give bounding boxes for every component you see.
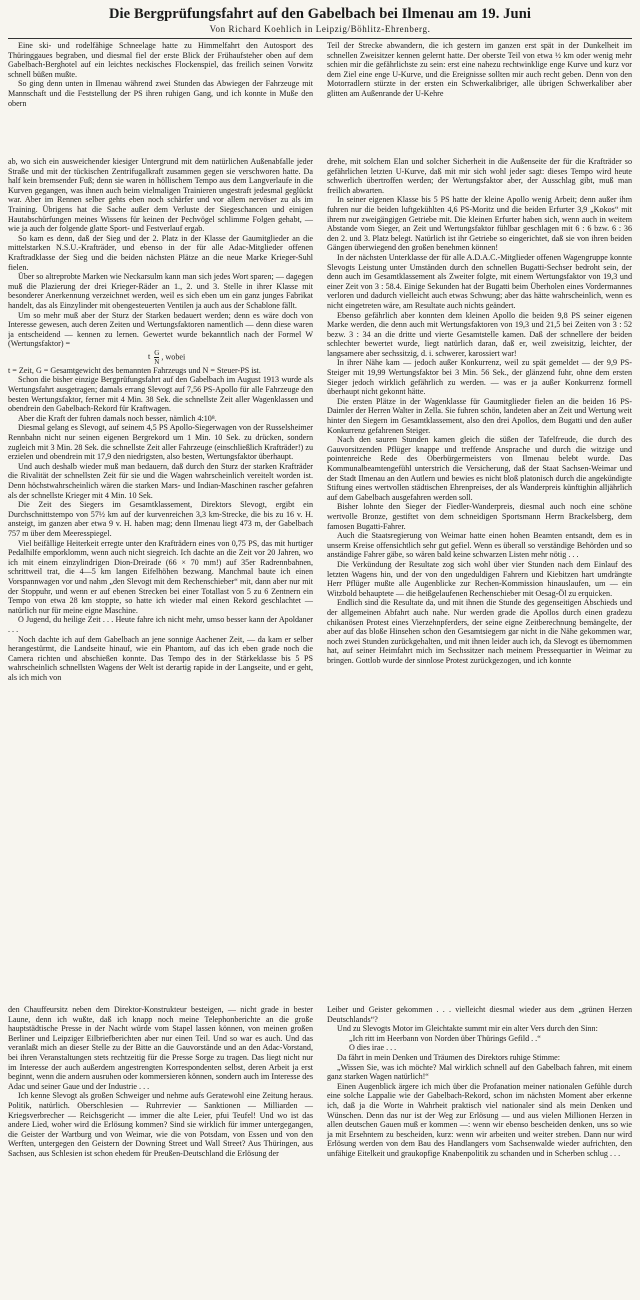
paragraph: Teil der Strecke abwandern, die ich gestern im ganzen erst spät in der Dunkelheit im schnellen Zweisitzer kennen gelernt hatte. Der oberste Teil von etwa ½ km oder wenig mehr schien mir die gefährlichste zu sein: erst eine nahezu rechtwinklige enge Kurve und kurz vor dem Ziel eine enge U-Kurve, und die Ereignisse sollten mir auch recht geben. Denn von den Motorradlern stürzte in der ersten ein Schwerkalibriger, alle übrigen Schwerkaliber aber glitten am Außenrande der U-Kehre (327, 41, 632, 98)
paragraph: Die Zeit des Siegers im Gesamtklassement, Direktors Slevogt, ergibt ein Durchschnittstempo von 57½ km auf der kurvenreichen 3,3 km-Strecke, die bis zu 16 v. H. ansteigt, im ganzen aber etwa 9 v. H. haben mag; denn Ilmenau liegt 473 m, der Gabelbach 757 m über dem Meeresspiegel. (8, 500, 313, 538)
main-section (8, 157, 632, 997)
paragraph: Endlich sind die Resultate da, und mit ihnen die Stunde des gegenseitigen Abschieds und der allgemeinen Abfahrt auch nahe. Nur werden grade die Apollos durch einen gradezu chikanösen Protest eines Vierzehnpferders, der seine eigne Zeitberechnung bemängelte, der aber auf das bloße Hinsehen schon den Gesamtsiegern gar nicht in die Nähe gekommen war, noch zwei Stunden zurückgehalten, und mit ihnen leider auch ich, da Slevogt es übernommen hat, auf seiner Heimfahrt mich im Sechssitzer nach meinem Pressequartier in Weimar zu bringen. Gottlob wurde der sinnlose Protest zurückgezogen, und ich konnte (327, 598, 632, 665)
paragraph: t = Zeit, G = Gesamtgewicht des bemannten Fahrzeugs und N = Steuer-PS ist. (8, 365, 261, 375)
paragraph: Ebenso gefährlich aber konnten dem kleinen Apollo die beiden 9,8 PS seiner eigenen Marke werden, die denn auch mit Wertungsfaktoren von 19,3 und 21,5 bei Zeiten von 3 : 52 bezw. 3 : 34 an die dritte und vierte Gesamtstelle kamen. Daß der schnellere der beiden schlechter bewertet wurde, liegt natürlich daran, daß er, weil zweisitzig, leichter, der langsamere aber sechssitzig, d. i. schwerer, karossiert war! (327, 310, 632, 358)
intro-section (8, 41, 632, 149)
paragraph: In seiner eigenen Klasse bis 5 PS hatte der kleine Apollo wenig Arbeit; denn außer ihm fuhren nur die beiden luftgekühlten 4,6 PS-Moritz und die beiden Erfurter 3,9 „Kokos“ mit ihrem nur zweigängigen Getriebe mit. Die kleinen Erfurter haben sich, wenn auch in weitem Abstande vom Sieger, an Zeit und Wertungsfaktor fühlbar geschlagen mit 6 : 6 bzw. 6 : 36 den 2. und 3. Platz belegt. Natürlich ist ihr Getriebe so eingerichtet, daß sie von ihren beiden Gängen überwiegend den großen benehmen können! (327, 195, 632, 253)
paragraph: Diesmal gelang es Slevogt, auf seinem 4,5 PS Apollo-Siegerwagen von der Russelsheimer Rennbahn nicht nur seinen eigenen Bergrekord um 1 Min. 10 Sek. zu drücken, sondern zugleich mit 3 Min. 28 Sek. die schnellste Zeit aller Fahrzeuge (einschließlich Krafträder!) zu erzielen und obendrein mit 17,9 den niedrigsten, also besten, Wertungsfaktor überhaupt. (8, 423, 313, 462)
paragraph: Einen Augenblick ärgere ich mich über die Profanation meiner nationalen Gefühle durch eine solche Lappalie wie der Gabelbach-Rekord, schon im nächsten Moment aber erkenne ich, daß ja die Worte in Wahrheit praktisch viel nationaler sind als mein Denken und Wünschen. Denn das nur ist der Weg zur Erlösung — und aus vielen Millionen Herzen in allen deutschen Gauen muß er kommen —: wenn wir ebenso bescheiden denken, uns so wie ja mit Ersehntem zu bescheiden, kurz: wenn wir arbeiten und weiter streben. Dann nur wird Erlösung werden von dem Bau des Handlangers vom Sachsenwalde wieder aufrichten, den unfähige Eitelkeit und graukopfige Knabenpolitik zu schanden und in Scherben schlug . . . (327, 1081, 632, 1158)
main-column-left (8, 157, 313, 997)
intro-column-left (8, 41, 313, 149)
paragraph: Noch dachte ich auf dem Gabelbach an jene sonnige Aachener Zeit, — da kam er selber herangestürmt, die Landseite hinauf, wie ein Phantom, auf das ich eben grade noch die Camera richten und abschießen konnte. Das Tempo des in der Stärkeklasse bis 5 PS wahrscheinlich schnellsten Wagens der Welt ist derartig rapide in der Langseite, und er geht, als ich mich von (8, 634, 313, 682)
paragraph: O Jugend, du heilige Zeit . . . Heute fahre ich nicht mehr, umso besser kann der Apoldaner . . . (8, 615, 313, 634)
paragraph: Und auch deshalb wieder muß man bedauern, daß durch den Sturz der starken Krafträder die Rivalität der schnellsten Zeit für sie und die Wagen wahrscheinlich vereitelt worden ist. Denn höchstwahrscheinlich wären die starken Mars- und Indian-Maschinen rascher gefahren als der schnellste Krieger mit 4 Min. 10 Sek. (8, 461, 313, 500)
paragraph: Ich kenne Slevogt als großen Schweiger und nehme aufs Geratewohl eine Zeitung heraus. Politik, natürlich. Oberschlesien — Ruhrrevier — Sanktionen — Milliarden — Kriegsverbrecher — Reichsgericht — immer die alte Leier, pfui Teufel! Und wo ist das andere Lied, woher wird die Erlösung kommen? Sind sie wirklich für immer untergegangen, die Geister der Wartburg und von Weimar, wie die von Potsdam, von Essen und von den Werften, untergegen den Geistern der Downing Street und Wall Street? Aus Thüringen, aus Sachsen, aus Schlesien ist schon ehedem für Preußen-Deutschland die Erlösung der (8, 1091, 313, 1158)
formula-t: t (148, 352, 151, 362)
paragraph: Leiber und Geister gekommen . . . vielleicht diesmal wieder aus dem „grünen Herzen Deutschlands“? (327, 1005, 632, 1024)
paragraph: drehe, mit solchem Elan und solcher Sicherheit in die Außenseite der für die Krafträder so gefährlichen letzten U-Kurve, daß mit mir sich wohl jeder sagt: dieses Tempo wird heute schwerlich übertroffen werden; der Wertungsfaktor aber, der Ausschlag gibt, muß man freilich abwarten. (327, 157, 632, 195)
paragraph: Auch die Staatsregierung von Weimar hatte einen hohen Beamten entsandt, dem es in unserm Kreise offensichtlich sehr gut gefiel. Wenn es überall so verständige Behörden und so anständige Fahrer gäbe, so wären bald keine schwarzen Listen mehr nötig . . . (327, 531, 632, 560)
paragraph: So ging denn unten in Ilmenau während zwei Stunden das Abwiegen der Fahrzeuge mit Mannschaft und die Feststellung der PS ihren ruhigen Gang, und ich konnte in Muße den obern (8, 79, 313, 108)
paragraph: Nach den sauren Stunden kamen gleich die süßen der Tafelfreude, die durch des Gauvorsitzenden Pflüger knappe und treffende Ansprache und durch die witzige und pointenreiche Rede des Oberbürgermeisters von Ilmenau belebt wurde. Das Kommunalbeamtengefühl unterstrich die Versicherung, daß der Staat Sachsen-Weimar und der Stadt Ilmenau an den Autlern und bewies es nicht bloß platonisch durch die angekündigte Stiftung eines wertvollen städtischen Ehrenpreises, der als Wanderpreis künftighin alljährlich auf dem Gabelbach ausgefahren werden soll. (327, 435, 632, 502)
paragraph: „Wissen Sie, was ich möchte? Mal wirklich schnell auf den Gabelbach fahren, mit einem ganz starken Wagen natürlich!“ (327, 1062, 632, 1082)
paragraph: Über so altreprobte Marken wie Neckarsulm kann man sich jedes Wort sparen; — dagegen muß die Plazierung der drei Krieger-Räder an 1., 2. und 3. Stelle in ihrer Klasse mit besonderer Anerkennung verzeichnet werden, weil es sich eben um ein ganz junges Fabrikat handelt, das als Einzylinder mit obengesteuerten Ventilen ja auch aus der Schablone fällt. (8, 272, 313, 310)
formula-suffix: , wobei (161, 352, 186, 362)
formula-numerator: G (154, 348, 160, 357)
bottom-column-left (8, 1005, 313, 1300)
paragraph: Da fährt in mein Denken und Träumen des Direktors ruhige Stimme: (337, 1052, 560, 1062)
paragraph: Bisher lohnte den Sieger der Fiedler-Wanderpreis, diesmal auch noch eine schöne wertvolle Bronze, gestiftet von dem schneidigen Sportsmann Herrn Brackelsberg, dem famosen Bugatti-Fahrer. (327, 502, 632, 531)
intro-column-right (327, 41, 632, 149)
paragraph: den Chauffeursitz neben dem Direktor-Konstrukteur besteigen, — nicht grade in bester Laune, denn ich wußte, daß ich knapp noch meine Telephonberichte an die große hauptstädtische Presse in der Nacht würde vom Stapel lassen können, von meinen großen Berliner und Leipziger Eilbriefberichten aber nur einen Teil. Und so war es auch. Und das veranlaßt mich an dieser Stelle zu der Bitte an die Gauvorstände und an den Adac-Vorstand, bei ihren Veranstaltungen stets rechtzeitig für die Presse Sorge zu tragen. Das liegt nicht nur im Interesse der auch außerdem angestrengten Korrespondenten selbst, deren Arbeit ja erst beginnt, wenn die andern ausruhen oder kommersieren können, sondern auch im Interesse des Adac und seiner Gaue und der Industrie . . . (8, 1005, 313, 1091)
article-byline: Von Richard Koehlich in Leipzig/Böhlitz-Ehrenberg. (209, 24, 431, 34)
bottom-section (8, 1005, 632, 1300)
paragraph: Schon die bisher einzige Bergprüfungsfahrt auf den Gabelbach im August 1913 wurde als Wertungsfahrt ausgetragen; damals errang Slevogt auf 7,56 PS-Apollo für alle Fahrzeuge den besten Wertungsfaktor, ferner mit 4 Min. 38 Sek. die schnellste Zeit aller Wagenklassen und obendrein den Gabelbach-Rekord für Kraftwagen. (8, 375, 313, 414)
paragraph: ab, wo sich ein ausweichender kiesiger Untergrund mit dem natürlichen Außenabfalle jeder Straße und mit der tückischen Zentrifugalkraft zusammen gegen sie verschworen hatte. Da half kein bremsender Fuß; denn sie waren in höllischem Tempo aus dem Langverlaufe in die Kurven gegangen, was ihnen auch beim vielmaligen Trainieren ungestraft jedesmal geglückt war. Aber im Rennen selber gehts eben noch schärfer und vor allem nervöser zu als im Training. Übrigens hat die Sache außer dem Verluste der Siegeschancen und einigen Hautabschürfungen meines Wissens für keinen der Pechvögel schlimme Folgen gehabt, — wie ja auch der folgende glatte Sport- und Festverlauf ergab. (8, 157, 313, 234)
paragraph: Um so mehr muß aber der Sturz der Starken bedauert werden; denn es wäre doch von Interesse gewesen, auch deren Zeiten und Wertungsfaktoren namentlich — denn diese waren ja entscheidend — kennen zu lernen. Gewertet wurde bekanntlich nach der Formel W (Wertungsfaktor) = (8, 310, 313, 349)
wertungsfaktor-formula (8, 349, 313, 366)
paragraph: Viel beifällige Heiterkeit erregte unter den Krafträdern eines von 0,75 PS, das mit hurtiger Pedalhilfe emporklomm, wenn auch nicht siegreich. Ich dachte an die Zeit vor 20 Jahren, wo ich mit einem einzylindrigen Dion-Dreirade (66 × 70 mm!) auf 35er Radrennbahnen, schrittweil trat, die 4—5 km langen Eifelhöhen bezwang. Manchmal baute ich einen Vorspannwagen vor und nahm „den Slevogt mit dem Rechenschieber“ mit, dann aber nur mit der Stoppuhr, und wenn er auf ebenen Strecken bei einer Totallast von 5 zu 6 Zentnern ein Tempo von etwa 28 km stoppte, so hatte ich wieder mal einen Rekord geschlachtet — natürlich nur für meine eigne Maschine. (8, 538, 313, 615)
paragraph: In ihrer Nähe kam — jedoch außer Konkurrenz, weil zu spät gemeldet — der 9,9 PS-Steiger mit 19,99 Wertungsfaktor bei 3 Min. 56 Sek., der glänzend fuhr, ohne dem ersten Sieger jedoch wirklich gefährlich zu werden. — was er ja außer Konkurrenz formell überhaupt nicht gekonnt hätte. (327, 358, 632, 397)
title-rule (8, 38, 632, 39)
paragraph: In der nächsten Unterklasse der für alle A.D.A.C.-Mitglieder offenen Wagengruppe konnte Slevogts Leistung unter Umständen durch den schnellen Bugatti-Sechser bedroht sein, der denn auch im Gesamtklassement als Zweiter folgte, mit einem Wertungsfaktor von 19,3 und einer Zeit von 3 : 58.4. Einige Sekunden hat der Bugatti beim Überholen eines Vordermannes verloren und dadurch vielleicht auch etwas Schwung; aber das hätte wahrscheinlich, wenn es nicht eingetreten wäre, am Resultate auch nichts geändert. (327, 252, 632, 310)
article-title: Die Bergprüfungsfahrt auf den Gabelbach bei Ilmenau am 19. Juni (108, 6, 531, 22)
paragraph: Die ersten Plätze in der Wagenklasse für Gaumitglieder fielen an die beiden 16 PS-Daimler der Herren Walter in Zella. Sie fuhren schön, landeten aber an Zeit und Wertung weit hinter den Siegern im Gesamtklassement, also den drei Apollos, dem Bugatti und den außer Konkurrenz gefahrenen Steiger. (327, 396, 632, 435)
verse-line: „Ich ritt im Heerbann von Norden über Thürings Gefild . .“ (349, 1033, 541, 1043)
paragraph: Aber die Kraft der fuhren damals noch besser, nämlich 4:10⁸. (18, 413, 217, 423)
paragraph: So kam es denn, daß der Sieg und der 2. Platz in der Klasse der Gaumitglieder an die mittelstarken N.S.U.-Krafträder, und ebenso in der für alle Adac-Mitglieder offenen Kraftradklasse der Sieg und die beiden nächsten Plätze an die neue Marke Krieger-Suhl fielen. (8, 233, 313, 272)
verse-line: O dies irae . . . (349, 1043, 397, 1053)
paragraph: Eine ski- und rodelfähige Schneelage hatte zu Himmelfahrt den Autosport des Thüringgaues begraben, und diesmal fiel der erste Blick der Frühaufsteher oben auf dem Gabelbach-Berghotel auf ein leichtes neckisches Flockenspiel, das freilich seinen Vorwitz schnell büßen mußte. (8, 41, 313, 79)
bottom-column-right (327, 1005, 632, 1300)
paragraph: Die Verkündung der Resultate zog sich wohl über vier Stunden nach dem Einlauf des letzten Wagens hin, und der von den ungeduldigen Fahrern und Kiebitzen hart umdrängte Herr Pflüger mußte alle Augenblicke zur Rechen-Kommission hinauslaufen, um — ein Witzbold behauptete — die heißgelaufenen Rechenschieber mit Oesag-Öl zu erquicken. (327, 559, 632, 598)
formula-denominator: N (154, 357, 160, 366)
main-column-right (327, 157, 632, 997)
paragraph: Und zu Slevogts Motor im Gleichtakte summt mir ein alter Vers durch den Sinn: (337, 1024, 598, 1034)
